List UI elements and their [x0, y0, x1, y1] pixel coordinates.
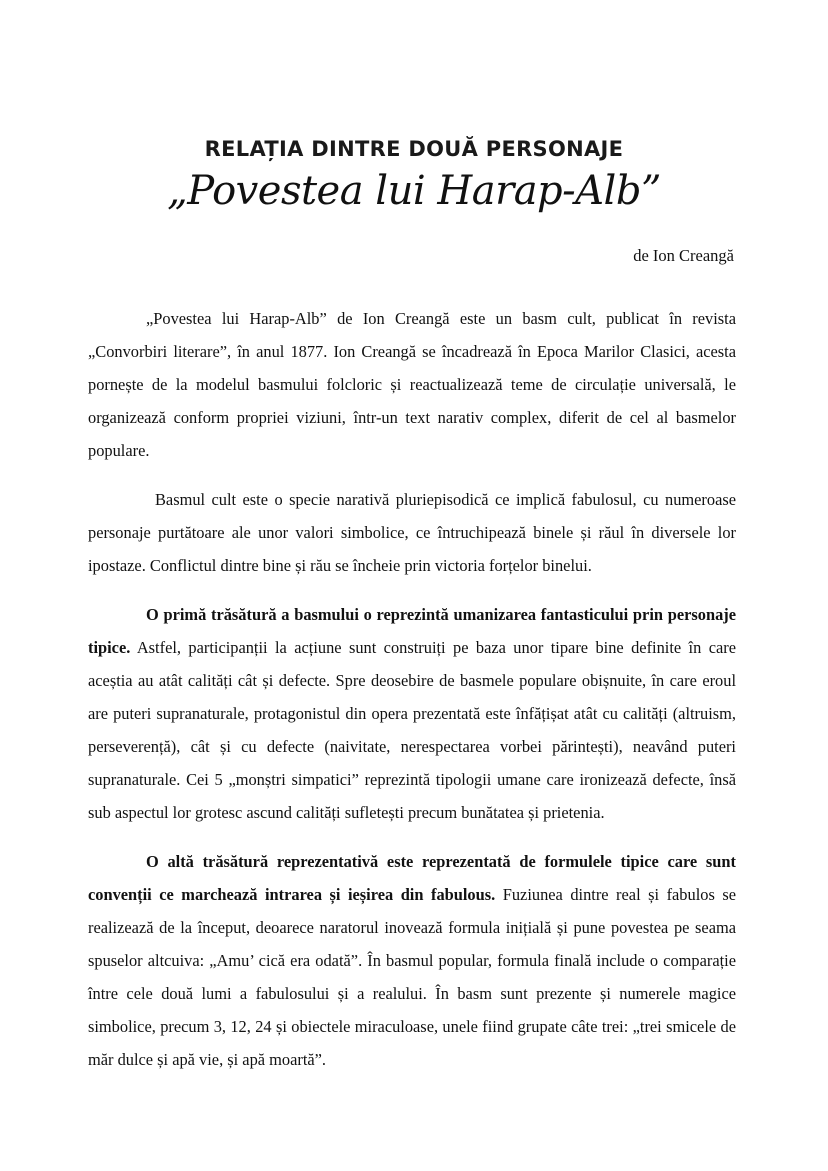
document-body	[88, 302, 736, 1092]
document-title: RELAȚIA DINTRE DOUĂ PERSONAJE	[204, 137, 624, 161]
paragraph-bold: O altă trăsătură reprezentativă este reprezentată de formulele tipice care sunt convenții ce marchează intrarea și ieșirea din fabulous.	[88, 852, 736, 904]
paragraph-trait-1	[88, 598, 736, 829]
paragraph-bold: O primă trăsătură a basmului o reprezintă umanizarea fantasticului prin personaje tipice.	[88, 605, 736, 657]
paragraph-intro	[88, 302, 736, 467]
paragraph-text: Fuziunea dintre real și fabulos se realizează de la început, deoarece naratorul inovează formula inițială și pune povestea pe seama spuselor altcuiva: „Amu’ cică era odată”. În basmul popular, formula finală include o comparație între cele două lumi a fabulosului și a realului. În basm sunt prezente și numerele magice simbolice, precum 3, 12, 24 și obiectele miraculoase, unele fiind grupate câte trei: „trei smicele de măr dulce și apă vie, și apă moartă”.	[88, 885, 736, 1069]
work-title: „Povestea lui Harap-Alb”	[167, 168, 661, 214]
paragraph-definition	[88, 483, 736, 582]
paragraph-text: „Povestea lui Harap-Alb” de Ion Creangă este un basm cult, publicat în revista „Convorbiri literare”, în anul 1877. Ion Creangă se încadrează în Epoca Marilor Clasici, acesta pornește de la modelul basmului folcloric și reactualizează teme de circulație universală, le organizează conform propriei viziuni, într-un text narativ complex, diferit de cel al basmelor populare.	[88, 309, 736, 460]
paragraph-text: Basmul cult este o specie narativă pluriepisodică ce implică fabulosul, cu numeroase personaje purtătoare ale unor valori simbolice, ce întruchipează binele și răul în diversele lor ipostaze. Conflictul dintre bine și rău se încheie prin victoria forțelor binelui.	[88, 490, 736, 575]
paragraph-text: Astfel, participanții la acțiune sunt construiți pe baza unor tipare bine definite în care aceștia au atât calități cât și defecte. Spre deosebire de basmele populare obișnuite, în care eroul are puteri supranaturale, protagonistul din opera prezentată este înfățișat atât cu calități (altruism, perseverență), cât și cu defecte (naivitate, nerespectarea vorbei părintești), neavând puteri supranaturale. Cei 5 „monștri simpatici” reprezintă tipologii umane care ironizează defecte, însă sub aspectul lor grotesc ascund calități sufletești precum bunătatea și prietenia.	[88, 638, 736, 822]
author-line: de Ion Creangă	[633, 246, 734, 265]
paragraph-trait-2	[88, 845, 736, 1076]
